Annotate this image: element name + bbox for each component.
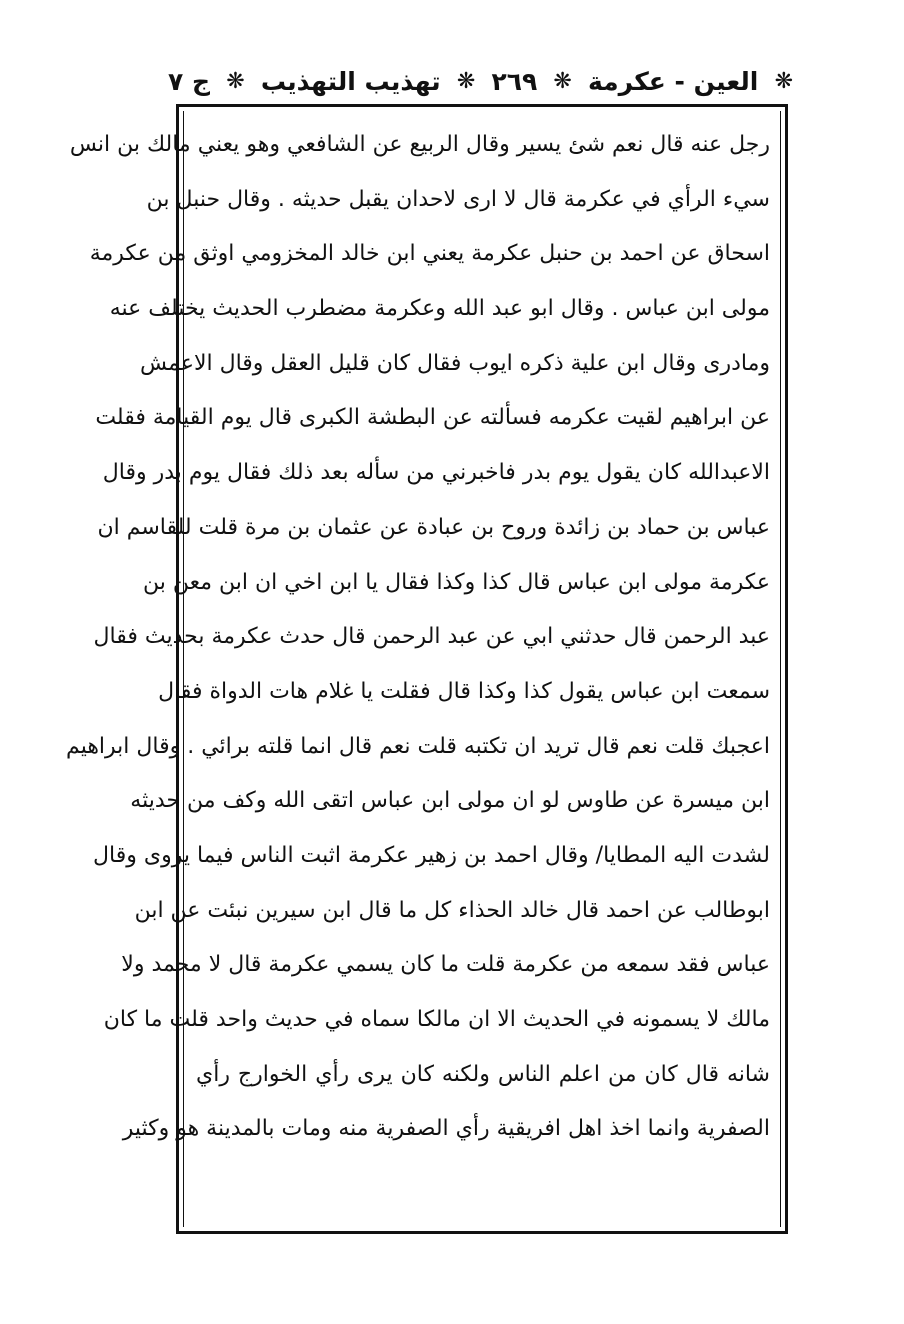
text-line: عن ابراهيم لقيت عكرمه فسألته عن البطشة الكبرى قال يوم القيامة فقلت: [95, 405, 770, 431]
body-text: [66, 118, 770, 1157]
text-line: لشدت اليه المطايا/ وقال احمد بن زهير عكرمة اثبت الناس فيما يروى وقال: [93, 842, 770, 868]
text-line: اسحاق عن احمد بن حنبل عكرمة يعني ابن خالد المخزومي اوثق من عكرمة: [89, 241, 770, 267]
text-line: ابن ميسرة عن طاوس لو ان مولى ابن عباس اتقى الله وكف من حديثه: [130, 788, 770, 814]
header-page-number: ٢٦٩: [491, 66, 538, 96]
header-book-title: تهذيب التهذيب: [260, 66, 441, 96]
text-line: الاعبدالله كان يقول يوم بدر فاخبرني من سأله بعد ذلك فقال يوم بدر وقال: [102, 460, 770, 486]
ornament-star-icon: ❋: [553, 68, 572, 94]
ornament-star-icon: ❋: [226, 68, 245, 94]
text-line: عبد الرحمن قال حدثني ابي عن عبد الرحمن قال حدث عكرمة بحديث فقال: [93, 624, 770, 650]
page-header: [168, 58, 796, 104]
ornament-star-icon: ❋: [456, 68, 476, 94]
text-line: عكرمة مولى ابن عباس قال كذا وكذا فقال يا ابن اخي ان ابن معن بن: [143, 569, 770, 595]
text-line: رجل عنه قال نعم شئ يسير وقال الربيع عن الشافعي وهو يعني مالك بن انس: [69, 132, 770, 157]
text-line: مالك لا يسمونه في الحديث الا ان مالكا سماه في حديث واحد قلت ما كان: [103, 1007, 770, 1032]
text-line: اعجبك قلت نعم قال تريد ان تكتبه قلت نعم قال انما قلته برائي . وقال ابراهيم: [66, 733, 770, 759]
header-section: العين - عكرمة: [588, 66, 759, 96]
text-line: سيء الرأي في عكرمة قال لا ارى لاحدان يقبل حديثه . وقال حنبل بن: [146, 186, 770, 212]
ornament-star-icon: ❋: [774, 68, 793, 94]
text-line: شانه قال كان من اعلم الناس ولكنه كان يرى رأي الخوارج رأي: [196, 1061, 770, 1087]
text-line: عباس بن حماد بن زائدة وروح بن عبادة عن عثمان بن مرة قلت للقاسم ان: [97, 514, 770, 540]
text-line: مولى ابن عباس . وقال ابو عبد الله وعكرمة مضطرب الحديث يختلف عنه: [109, 296, 770, 322]
text-line: سمعت ابن عباس يقول كذا وكذا قال فقلت يا غلام هات الدواة فقال: [158, 678, 770, 704]
text-line: الصفرية وانما اخذ اهل افريقية رأي الصفرية منه ومات بالمدينة هو وكثير: [122, 1116, 770, 1142]
text-line: ومادرى وقال ابن علية ذكره ايوب فقال كان قليل العقل وقال الاعمش: [140, 350, 770, 376]
text-line: عباس فقد سمعه من عكرمة قلت ما كان يسمي عكرمة قال لا محمد ولا: [121, 952, 770, 978]
header-volume: ج ٧: [168, 66, 211, 96]
text-line: ابوطالب عن احمد قال خالد الحذاء كل ما قال ابن سيرين نبئت عن ابن: [134, 897, 770, 923]
